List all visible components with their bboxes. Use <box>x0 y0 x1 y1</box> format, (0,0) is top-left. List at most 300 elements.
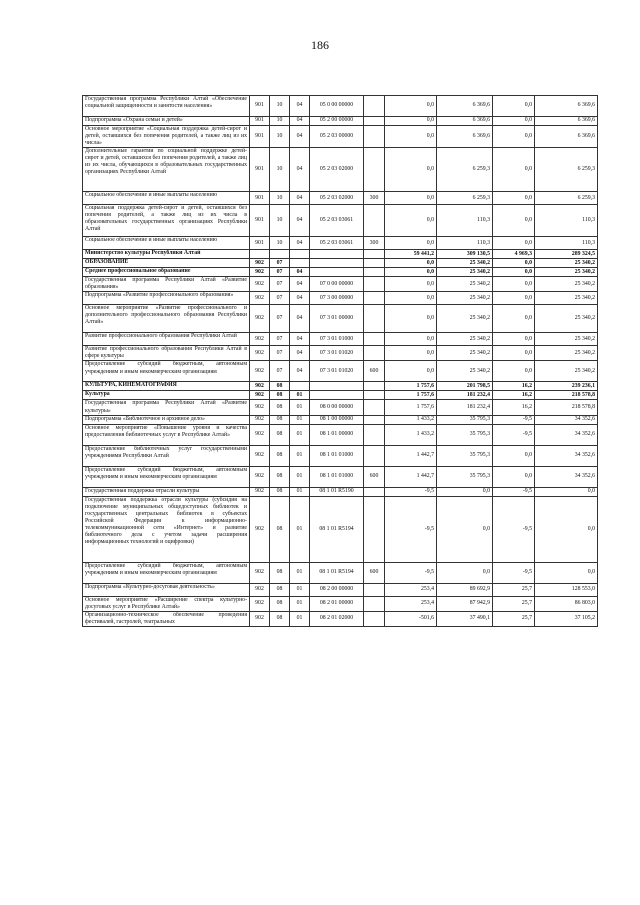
table-row <box>83 424 598 445</box>
row-name: Государственная программа Республики Алтай «Развитие образования» <box>83 277 250 292</box>
subsection-code: 01 <box>290 562 310 583</box>
expense-type-code: 300 <box>364 192 385 205</box>
amount-4: 218 578,8 <box>535 391 598 400</box>
amount-2: 35 795,3 <box>437 445 493 466</box>
amount-4: 34 352,6 <box>535 424 598 445</box>
ved-code: 902 <box>250 277 270 292</box>
ved-code: 902 <box>250 391 270 400</box>
amount-2: 25 340,2 <box>437 346 493 361</box>
target-item-code: 05 2 03 03061 <box>310 237 364 250</box>
amount-1: 1 433,2 <box>385 415 437 424</box>
amount-2: 35 795,3 <box>437 415 493 424</box>
target-item-code: 08 1 01 00000 <box>310 424 364 445</box>
row-name: Развитие профессионального образования Республики Алтай <box>83 333 250 346</box>
amount-1: 59 441,2 <box>385 250 437 259</box>
table-row <box>83 611 598 626</box>
amount-1: 253,4 <box>385 596 437 611</box>
amount-2: 25 340,2 <box>437 305 493 333</box>
amount-4: 25 340,2 <box>535 277 598 292</box>
amount-4: 0,0 <box>535 562 598 583</box>
row-name: Предоставление субсидий бюджетным, автономным учреждениям и иным некоммерческим организациям <box>83 361 250 382</box>
target-item-code: 05 2 03 02000 <box>310 148 364 192</box>
amount-3: 4 969,3 <box>493 250 535 259</box>
amount-3: -9,5 <box>493 496 535 562</box>
amount-3: 25,7 <box>493 611 535 626</box>
subsection-code: 04 <box>290 292 310 305</box>
amount-1: 0,0 <box>385 96 437 117</box>
ved-code <box>250 250 270 259</box>
section-code: 07 <box>270 292 290 305</box>
subsection-code: 01 <box>290 496 310 562</box>
expense-type-code <box>364 268 385 277</box>
page-number: 186 <box>311 38 329 52</box>
expense-type-code <box>364 305 385 333</box>
expense-type-code <box>364 346 385 361</box>
subsection-code: 04 <box>290 346 310 361</box>
amount-4: 25 340,2 <box>535 333 598 346</box>
table-row <box>83 126 598 148</box>
target-item-code: 08 2 00 00000 <box>310 583 364 596</box>
section-code: 10 <box>270 117 290 126</box>
subsection-code: 01 <box>290 487 310 496</box>
amount-1: 1 757,6 <box>385 391 437 400</box>
section-code: 08 <box>270 583 290 596</box>
row-name: Государственная программа Республики Алтай «Обеспечение социальной защищенности и занятости населения» <box>83 96 250 117</box>
expense-type-code <box>364 391 385 400</box>
expense-type-code: 300 <box>364 237 385 250</box>
ved-code: 902 <box>250 346 270 361</box>
row-name: Основное мероприятие «Социальная поддержка детей-сирот и детей, оставшихся без попечения родителей, а также лиц из их числа» <box>83 126 250 148</box>
ved-code: 902 <box>250 268 270 277</box>
target-item-code: 05 0 00 00000 <box>310 96 364 117</box>
section-code: 08 <box>270 466 290 487</box>
subsection-code <box>290 259 310 268</box>
expense-type-code <box>364 250 385 259</box>
table-row <box>83 596 598 611</box>
amount-4: 25 340,2 <box>535 346 598 361</box>
subsection-code: 04 <box>290 205 310 237</box>
subsection-code: 04 <box>290 117 310 126</box>
section-code: 08 <box>270 400 290 415</box>
ved-code: 902 <box>250 333 270 346</box>
amount-2: 181 232,4 <box>437 400 493 415</box>
expense-type-code: 600 <box>364 361 385 382</box>
subsection-code: 04 <box>290 268 310 277</box>
amount-2: 6 259,3 <box>437 148 493 192</box>
amount-2: 25 340,2 <box>437 292 493 305</box>
row-name: Министерство культуры Республики Алтай <box>83 250 250 259</box>
target-item-code: 05 2 03 03061 <box>310 205 364 237</box>
amount-2: 110,3 <box>437 237 493 250</box>
section-code: 08 <box>270 596 290 611</box>
row-name: Предоставление субсидий бюджетным, автономным учреждениям и иным некоммерческим организациям <box>83 466 250 487</box>
subsection-code: 04 <box>290 148 310 192</box>
ved-code: 901 <box>250 117 270 126</box>
section-code: 08 <box>270 391 290 400</box>
target-item-code <box>310 391 364 400</box>
amount-1: 0,0 <box>385 346 437 361</box>
amount-3: 0,0 <box>493 237 535 250</box>
ved-code: 902 <box>250 445 270 466</box>
row-name: Организационно-техническое обеспечение проведения фестивалей, гастролей, театральных <box>83 611 250 626</box>
amount-3: 25,7 <box>493 596 535 611</box>
amount-4: 128 553,0 <box>535 583 598 596</box>
subsection-code: 01 <box>290 466 310 487</box>
target-item-code: 08 1 01 01000 <box>310 466 364 487</box>
row-name: ОБРАЗОВАНИЕ <box>83 259 250 268</box>
target-item-code: 05 2 03 02000 <box>310 192 364 205</box>
expense-type-code <box>364 415 385 424</box>
table-row <box>83 391 598 400</box>
amount-2: 89 692,9 <box>437 583 493 596</box>
row-name: Среднее профессиональное образование <box>83 268 250 277</box>
section-code: 10 <box>270 237 290 250</box>
section-code: 07 <box>270 277 290 292</box>
amount-4: 37 105,2 <box>535 611 598 626</box>
amount-1: 0,0 <box>385 205 437 237</box>
amount-1: 0,0 <box>385 237 437 250</box>
target-item-code: 05 2 00 00000 <box>310 117 364 126</box>
ved-code: 902 <box>250 305 270 333</box>
amount-1: 0,0 <box>385 192 437 205</box>
amount-2: 25 340,2 <box>437 361 493 382</box>
table-row <box>83 96 598 117</box>
section-code: 08 <box>270 487 290 496</box>
amount-4: 110,3 <box>535 237 598 250</box>
amount-3: 0,0 <box>493 117 535 126</box>
section-code: 10 <box>270 205 290 237</box>
expense-type-code <box>364 96 385 117</box>
expense-type-code <box>364 445 385 466</box>
amount-4: 6 259,3 <box>535 148 598 192</box>
amount-3: -9,5 <box>493 487 535 496</box>
row-name: Подпрограмма «Развитие профессионального образования» <box>83 292 250 305</box>
amount-1: 0,0 <box>385 117 437 126</box>
ved-code: 902 <box>250 259 270 268</box>
amount-1: -9,5 <box>385 487 437 496</box>
amount-2: 6 369,6 <box>437 126 493 148</box>
expense-type-code <box>364 117 385 126</box>
target-item-code: 08 1 01 R5194 <box>310 562 364 583</box>
amount-1: 0,0 <box>385 148 437 192</box>
amount-2: 309 130,5 <box>437 250 493 259</box>
subsection-code: 01 <box>290 596 310 611</box>
amount-3: 0,0 <box>493 361 535 382</box>
table-row <box>83 445 598 466</box>
amount-2: 25 340,2 <box>437 333 493 346</box>
table-row <box>83 305 598 333</box>
amount-3: 0,0 <box>493 268 535 277</box>
amount-4: 25 340,2 <box>535 361 598 382</box>
ved-code: 901 <box>250 126 270 148</box>
subsection-code: 01 <box>290 424 310 445</box>
target-item-code: 08 2 01 02000 <box>310 611 364 626</box>
ved-code: 901 <box>250 192 270 205</box>
table-row <box>83 237 598 250</box>
target-item-code: 07 3 01 01020 <box>310 346 364 361</box>
amount-1: 1 442,7 <box>385 445 437 466</box>
amount-2: 0,0 <box>437 562 493 583</box>
section-code: 07 <box>270 333 290 346</box>
ved-code: 902 <box>250 382 270 391</box>
row-name: Подпрограмма «Охрана семьи и детей» <box>83 117 250 126</box>
expense-type-code <box>364 259 385 268</box>
table-row <box>83 268 598 277</box>
table-row <box>83 117 598 126</box>
budget-table <box>82 95 598 627</box>
amount-2: 0,0 <box>437 487 493 496</box>
table-row <box>83 562 598 583</box>
target-item-code: 08 2 01 00000 <box>310 596 364 611</box>
expense-type-code <box>364 424 385 445</box>
section-code: 08 <box>270 562 290 583</box>
amount-1: 0,0 <box>385 333 437 346</box>
amount-4: 239 236,1 <box>535 382 598 391</box>
table-row <box>83 192 598 205</box>
amount-2: 6 369,6 <box>437 96 493 117</box>
amount-1: 253,4 <box>385 583 437 596</box>
row-name: Основное мероприятие «Развитие профессионального и дополнительного профессионального образования Республики Алтай» <box>83 305 250 333</box>
expense-type-code <box>364 148 385 192</box>
amount-4: 289 324,5 <box>535 250 598 259</box>
amount-2: 87 942,9 <box>437 596 493 611</box>
table-row <box>83 496 598 562</box>
target-item-code: 07 3 01 01000 <box>310 333 364 346</box>
amount-2: 25 340,2 <box>437 259 493 268</box>
ved-code: 902 <box>250 596 270 611</box>
amount-3: 0,0 <box>493 205 535 237</box>
table-row <box>83 292 598 305</box>
expense-type-code <box>364 596 385 611</box>
amount-1: 1 757,6 <box>385 400 437 415</box>
ved-code: 901 <box>250 96 270 117</box>
amount-2: 35 795,3 <box>437 424 493 445</box>
ved-code: 902 <box>250 466 270 487</box>
table-row <box>83 250 598 259</box>
amount-2: 0,0 <box>437 496 493 562</box>
section-code: 08 <box>270 445 290 466</box>
section-code: 07 <box>270 305 290 333</box>
row-name: Государственная поддержка отрасли культуры (субсидия на подключение муниципальных общедоступных библиотек и государственных центральных библиотек в субъектах Российской Федерации к информационно-телекоммуникационной сети «Интернет» и развитие библиотечного дела с учетом задачи расширения информационных технологий и оцифровки) <box>83 496 250 562</box>
amount-3: 16,2 <box>493 382 535 391</box>
row-name: Социальная поддержка детей-сирот и детей, оставшихся без попечения родителей, а также лиц из их числа в образовательных государственных организациях Республики Алтай <box>83 205 250 237</box>
target-item-code <box>310 268 364 277</box>
subsection-code: 04 <box>290 192 310 205</box>
amount-1: 1 442,7 <box>385 466 437 487</box>
section-code: 10 <box>270 148 290 192</box>
row-name: Государственная программа Республики Алтай «Развитие культуры» <box>83 400 250 415</box>
amount-2: 6 259,3 <box>437 192 493 205</box>
row-name: Дополнительные гарантии по социальной поддержке детей-сирот и детей, оставшихся без попечения родителей, а также лиц из их числа, обучающихся в образовательных государственных организациях Республики Алтай <box>83 148 250 192</box>
expense-type-code <box>364 333 385 346</box>
target-item-code: 08 1 01 R5190 <box>310 487 364 496</box>
section-code: 10 <box>270 126 290 148</box>
amount-3: 16,2 <box>493 391 535 400</box>
amount-1: 0,0 <box>385 292 437 305</box>
amount-4: 6 369,6 <box>535 96 598 117</box>
amount-1: 0,0 <box>385 268 437 277</box>
amount-2: 181 232,4 <box>437 391 493 400</box>
amount-1: 0,0 <box>385 305 437 333</box>
target-item-code: 08 1 00 00000 <box>310 415 364 424</box>
section-code: 07 <box>270 361 290 382</box>
expense-type-code <box>364 205 385 237</box>
amount-4: 25 340,2 <box>535 259 598 268</box>
target-item-code: 08 1 01 01000 <box>310 445 364 466</box>
expense-type-code <box>364 126 385 148</box>
amount-2: 37 490,1 <box>437 611 493 626</box>
amount-4: 34 352,6 <box>535 466 598 487</box>
amount-2: 35 795,3 <box>437 466 493 487</box>
subsection-code: 01 <box>290 611 310 626</box>
ved-code: 902 <box>250 611 270 626</box>
row-name: Подпрограмма «Библиотечное и архивное дело» <box>83 415 250 424</box>
target-item-code: 05 2 03 00000 <box>310 126 364 148</box>
table-body <box>83 96 598 627</box>
ved-code: 902 <box>250 496 270 562</box>
expense-type-code <box>364 496 385 562</box>
subsection-code: 01 <box>290 391 310 400</box>
target-item-code <box>310 250 364 259</box>
amount-3: 0,0 <box>493 346 535 361</box>
ved-code: 902 <box>250 361 270 382</box>
amount-1: -9,5 <box>385 496 437 562</box>
section-code: 08 <box>270 382 290 391</box>
ved-code: 902 <box>250 562 270 583</box>
amount-3: 0,0 <box>493 445 535 466</box>
section-code: 08 <box>270 496 290 562</box>
table-row <box>83 487 598 496</box>
amount-4: 6 369,6 <box>535 117 598 126</box>
amount-4: 25 340,2 <box>535 305 598 333</box>
amount-4: 6 369,6 <box>535 126 598 148</box>
ved-code: 902 <box>250 583 270 596</box>
target-item-code: 07 3 01 00000 <box>310 305 364 333</box>
row-name: Предоставление библиотечных услуг государственными учреждениями Республики Алтай <box>83 445 250 466</box>
expense-type-code <box>364 400 385 415</box>
section-code: 08 <box>270 611 290 626</box>
amount-2: 201 798,5 <box>437 382 493 391</box>
ved-code: 902 <box>250 415 270 424</box>
table-row <box>83 361 598 382</box>
section-code: 08 <box>270 415 290 424</box>
amount-1: 0,0 <box>385 126 437 148</box>
amount-3: 0,0 <box>493 277 535 292</box>
table-row <box>83 583 598 596</box>
section-code: 10 <box>270 192 290 205</box>
table-row <box>83 346 598 361</box>
amount-3: 0,0 <box>493 292 535 305</box>
expense-type-code <box>364 487 385 496</box>
amount-3: -9,5 <box>493 415 535 424</box>
expense-type-code <box>364 611 385 626</box>
amount-1: 0,0 <box>385 361 437 382</box>
row-name: Основное мероприятие «Повышение уровня и качества предоставления библиотечных услуг в Республике Алтай» <box>83 424 250 445</box>
amount-4: 218 578,8 <box>535 400 598 415</box>
table-row <box>83 148 598 192</box>
amount-2: 110,3 <box>437 205 493 237</box>
subsection-code: 01 <box>290 415 310 424</box>
amount-3: 0,0 <box>493 148 535 192</box>
table-row <box>83 205 598 237</box>
ved-code: 901 <box>250 205 270 237</box>
amount-3: 0,0 <box>493 466 535 487</box>
ved-code: 902 <box>250 487 270 496</box>
amount-4: 25 340,2 <box>535 292 598 305</box>
amount-3: -9,5 <box>493 562 535 583</box>
row-name: Культура <box>83 391 250 400</box>
amount-4: 0,0 <box>535 487 598 496</box>
ved-code: 901 <box>250 148 270 192</box>
amount-4: 110,3 <box>535 205 598 237</box>
subsection-code: 04 <box>290 126 310 148</box>
subsection-code: 04 <box>290 277 310 292</box>
amount-3: 16,2 <box>493 400 535 415</box>
target-item-code: 07 0 00 00000 <box>310 277 364 292</box>
amount-1: 1 433,2 <box>385 424 437 445</box>
row-name: Социальное обеспечение и иные выплаты населению <box>83 192 250 205</box>
section-code: 07 <box>270 268 290 277</box>
target-item-code: 08 0 00 00000 <box>310 400 364 415</box>
table-row <box>83 259 598 268</box>
amount-2: 6 369,6 <box>437 117 493 126</box>
target-item-code: 07 3 01 01020 <box>310 361 364 382</box>
row-name: Государственная поддержка отрасли культуры <box>83 487 250 496</box>
target-item-code: 08 1 01 R5194 <box>310 496 364 562</box>
amount-1: -501,6 <box>385 611 437 626</box>
table-row <box>83 333 598 346</box>
amount-2: 25 340,2 <box>437 268 493 277</box>
amount-1: 1 757,6 <box>385 382 437 391</box>
table-row <box>83 277 598 292</box>
subsection-code: 01 <box>290 445 310 466</box>
subsection-code: 04 <box>290 237 310 250</box>
amount-1: 0,0 <box>385 259 437 268</box>
amount-4: 6 259,3 <box>535 192 598 205</box>
amount-4: 34 352,6 <box>535 445 598 466</box>
amount-3: 0,0 <box>493 259 535 268</box>
amount-3: 0,0 <box>493 126 535 148</box>
amount-2: 25 340,2 <box>437 277 493 292</box>
subsection-code <box>290 250 310 259</box>
amount-3: 0,0 <box>493 305 535 333</box>
section-code: 08 <box>270 424 290 445</box>
amount-3: 0,0 <box>493 333 535 346</box>
row-name: Предоставление субсидий бюджетным, автономным учреждениям и иным некоммерческим организациям <box>83 562 250 583</box>
target-item-code: 07 3 00 00000 <box>310 292 364 305</box>
subsection-code: 04 <box>290 333 310 346</box>
amount-3: -9,5 <box>493 424 535 445</box>
section-code: 10 <box>270 96 290 117</box>
amount-4: 25 340,2 <box>535 268 598 277</box>
row-name: Основное мероприятие «Расширение спектра культурно-досуговых услуг в Республике Алтай» <box>83 596 250 611</box>
expense-type-code <box>364 583 385 596</box>
section-code: 07 <box>270 346 290 361</box>
target-item-code <box>310 382 364 391</box>
row-name: Социальное обеспечение и иные выплаты населению <box>83 237 250 250</box>
subsection-code: 01 <box>290 400 310 415</box>
expense-type-code <box>364 292 385 305</box>
amount-4: 0,0 <box>535 496 598 562</box>
amount-3: 25,7 <box>493 583 535 596</box>
expense-type-code <box>364 277 385 292</box>
expense-type-code: 600 <box>364 466 385 487</box>
expense-type-code <box>364 382 385 391</box>
amount-1: -9,5 <box>385 562 437 583</box>
subsection-code: 04 <box>290 305 310 333</box>
section-code <box>270 250 290 259</box>
table-row <box>83 415 598 424</box>
